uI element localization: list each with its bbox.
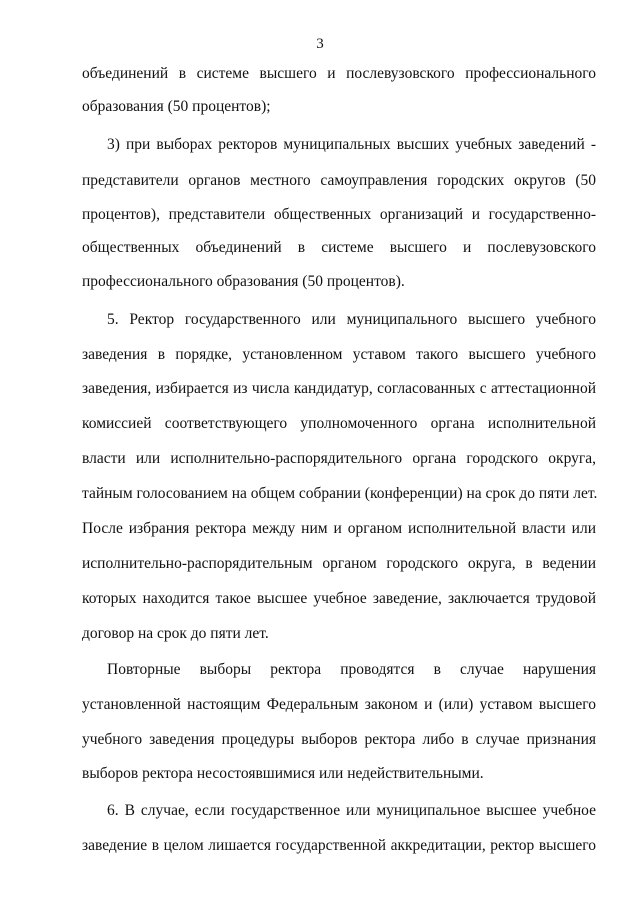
text-line: объединений в системе высшего и послевузовского профессионального [82, 65, 596, 82]
text-line: образования (50 процентов); [82, 98, 271, 115]
text-line: 5. Ректор государственного или муниципального высшего учебного [107, 311, 596, 328]
text-line: комиссией соответствующего уполномоченного органа исполнительной [82, 415, 596, 432]
text-line: профессионального образования (50 процентов). [82, 273, 405, 290]
text-line: заведения в порядке, установленном уставом такого высшего учебного [82, 346, 596, 363]
text-line: которых находится такое высшее учебное заведение, заключается трудовой [82, 590, 596, 607]
text-line: заведение в целом лишается государственной аккредитации, ректор высшего [82, 837, 596, 854]
text-line: 3) при выборах ректоров муниципальных высших учебных заведений - [107, 136, 596, 153]
text-line: Повторные выборы ректора проводятся в случае нарушения [107, 661, 596, 678]
text-line: заведения, избирается из числа кандидатур, согласованных с аттестационной [82, 380, 596, 397]
text-line: После избрания ректора между ним и органом исполнительной власти или [82, 520, 596, 537]
text-line: тайным голосованием на общем собрании (конференции) на срок до пяти лет. [82, 485, 598, 502]
text-line: общественных объединений в системе высшего и послевузовского [82, 239, 596, 256]
text-line: 6. В случае, если государственное или муниципальное высшее учебное [107, 802, 596, 819]
text-line: договор на срок до пяти лет. [82, 625, 269, 642]
text-line: выборов ректора несостоявшимися или недействительными. [82, 765, 484, 782]
text-line: исполнительно-распорядительным органом городского округа, в ведении [82, 555, 596, 572]
text-line: власти или исполнительно-распорядительного органа городского округа, [82, 450, 596, 467]
text-line: установленной настоящим Федеральным законом и (или) уставом высшего [82, 696, 596, 713]
page-number: 3 [316, 36, 324, 52]
text-line: представители органов местного самоуправления городских округов (50 [82, 172, 596, 189]
text-line: процентов), представители общественных организаций и государственно- [82, 206, 596, 223]
text-line: учебного заведения процедуры выборов ректора либо в случае признания [82, 731, 596, 748]
